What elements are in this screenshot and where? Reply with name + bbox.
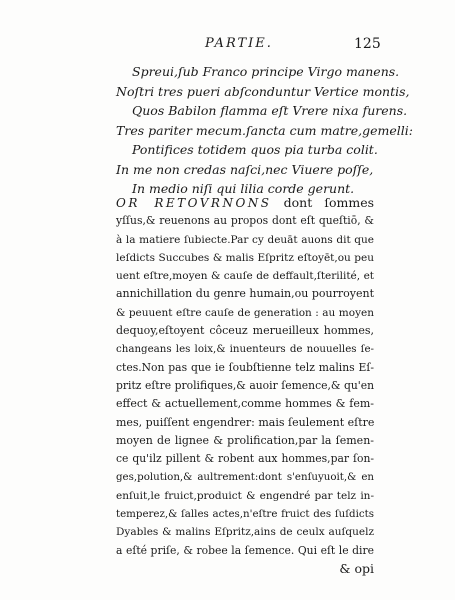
prose-line: yſſus,& reuenons au propos dont eſt queſtiō, & [116,214,374,228]
prose-line: ges,polution,& aultrement:dont s'enſuyuoit,& en [116,471,374,484]
prose-line: temperez,& ſalles actes,n'eſtre fruict des ſuſdicts [116,508,374,521]
page-header [0,36,455,60]
prose-first-line [116,194,374,212]
prose-line: mes, puiſſent engendrer: mais ſeulement eſtre [116,415,375,429]
prose-line: à la matiere ſubiecte.Par cy deuāt auons dit que [116,233,374,246]
verse-line: Quos Babilon flamma eſt Vrere nixa furens. [132,103,408,118]
catchword: & opi [339,560,374,576]
prose-line: annichillation du genre humain,ou pourroyent [116,287,374,301]
prose-line: a eſté priſe, & robee la ſemence. Qui eſt le dire [116,543,374,557]
first-line-rest: dont ſommes [271,195,375,210]
prose-line: uent eſtre,moyen & cauſe de deffault,ſterilité, et [116,270,374,283]
verse-line: Tres pariter mecum.ſancta cum matre,gemelli: [116,122,414,138]
prose-line: pritz eſtre prolifiques,& auoir ſemence,& qu'en [116,378,374,392]
verse-line: In me non credas naſci,nec Viuere poſſe, [116,161,374,177]
prose-line: dequoy,eſtoyent côceuz merueilleux hommes, [116,324,374,338]
prose-paragraph [116,194,374,578]
page-number: 125 [354,36,381,52]
prose-line: enſuit,le fruict,produict & engendré par telz in- [116,489,374,502]
verse-line: Noſtri tres pueri abſconduntur Vertice montis, [116,83,410,99]
prose-line: & peuuent eſtre cauſe de generation : au moyen [116,306,374,319]
prose-line: Dyables & malins Eſpritz,ains de ceulx auſquelz [116,526,374,539]
running-head: PARTIE. [205,36,273,51]
prose-line: leſdicts Succubes & malis Eſpritz eſtoyēt,ou peu [116,251,374,264]
verse-line: In medio niſi qui lilia corde gerunt. [132,181,355,196]
prose-line: effect & actuellement,comme hommes & fem- [116,397,374,411]
verse-line: Pontifices totidem quos pia turba colit. [132,142,378,157]
prose-line: moyen de lignee & prolification,par la ſemen- [116,433,374,447]
prose-line: changeans les loix,& inuenteurs de nouuelles ſe- [116,343,374,356]
prose-line: ce qu'ilz pillent & robent aux hommes,par ſon- [116,452,374,466]
opening-small-caps: OR RETOVRNONS [116,196,272,210]
prose-line: ctes.Non pas que ie ſoubſtienne telz malins Eſ- [116,360,374,374]
verse-line: Spreui,ſub Franco principe Virgo manens. [132,64,400,79]
